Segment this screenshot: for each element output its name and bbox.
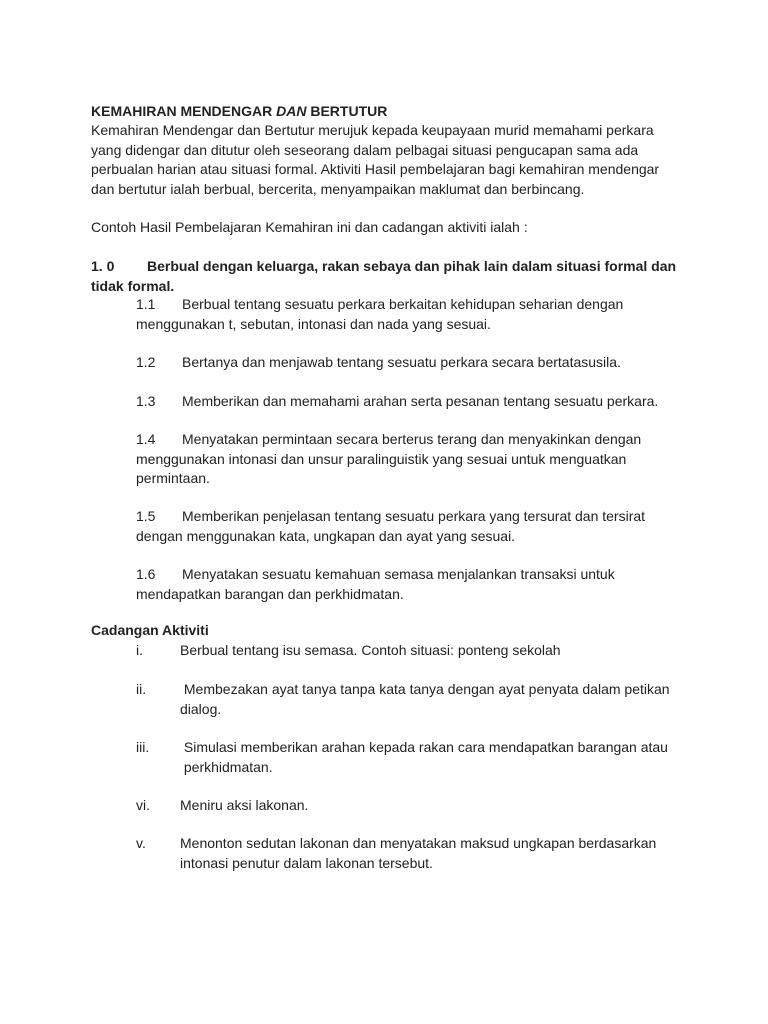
- activity-number: vi.: [136, 797, 150, 813]
- activity-line: Berbual tentang isu semasa. Contoh situasi: ponteng sekolah: [180, 642, 561, 658]
- activity-item-iii: [136, 738, 696, 777]
- intro-line: Kemahiran Mendengar dan Bertutur merujuk kepada keupayaan murid memahami perkara: [91, 122, 654, 138]
- activity-number: i.: [136, 642, 143, 658]
- sub-outcome-1-6: [136, 565, 696, 604]
- activity-line: Menonton sedutan lakonan dan menyatakan maksud ungkapan berdasarkan: [180, 835, 657, 851]
- sub-outcome-line: Bertanya dan menjawab tentang sesuatu perkara secara bertatasusila.: [182, 354, 621, 370]
- activity-line: perkhidmatan.: [180, 758, 273, 775]
- sub-outcome-line: Menyatakan permintaan secara berterus terang dan menyakinkan dengan: [182, 431, 642, 447]
- activities-heading: Cadangan Aktiviti: [91, 622, 209, 638]
- sub-outcome-number: 1.3: [136, 393, 156, 409]
- activity-item-i: [136, 641, 696, 661]
- activity-number: iii.: [136, 739, 150, 755]
- sub-outcome-line: dengan menggunakan kata, ungkapan dan ayat yang sesuai.: [136, 527, 516, 544]
- main-outcome-number: 1. 0: [91, 258, 115, 274]
- sub-outcome-line: menggunakan t, sebutan, intonasi dan nada yang sesuai.: [136, 315, 491, 332]
- main-outcome-line-2: tidak formal.: [91, 277, 175, 294]
- title-part-3: BERTUTUR: [306, 103, 388, 119]
- main-outcome-line-1: Berbual dengan keluarga, rakan sebaya dan pihak lain dalam situasi formal dan: [147, 258, 677, 274]
- sub-outcome-line: mendapatkan barangan dan perkhidmatan.: [136, 585, 404, 602]
- sub-outcome-1-5: [136, 507, 696, 546]
- intro-line: yang didengar dan ditutur oleh seseorang dalam pelbagai situasi pengucapan sama ada: [91, 141, 639, 158]
- sub-outcome-1-3: [136, 392, 696, 412]
- activity-line: Meniru aksi lakonan.: [180, 797, 309, 813]
- sub-outcome-number: 1.6: [136, 566, 156, 582]
- activity-line: Simulasi memberikan arahan kepada rakan cara mendapatkan barangan atau: [180, 739, 668, 755]
- sub-outcome-line: Berbual tentang sesuatu perkara berkaitan kehidupan seharian dengan: [182, 296, 624, 312]
- contoh-statement: Contoh Hasil Pembelajaran Kemahiran ini dan cadangan aktiviti ialah :: [91, 219, 528, 235]
- main-outcome: [91, 257, 691, 296]
- sub-outcome-number: 1.5: [136, 508, 156, 524]
- title-part-2: DAN: [276, 103, 307, 119]
- intro-line: dan bertutur ialah berbual, bercerita, menyampaikan maklumat dan berbincang.: [91, 180, 585, 197]
- sub-outcome-line: Menyatakan sesuatu kemahuan semasa menjalankan transaksi untuk: [182, 566, 615, 582]
- sub-outcome-line: Memberikan dan memahami arahan serta pesanan tentang sesuatu perkara.: [182, 393, 659, 409]
- activity-line: dialog.: [180, 700, 222, 717]
- sub-outcome-1-1: [136, 295, 696, 334]
- activity-item-v: [136, 834, 696, 873]
- sub-outcome-number: 1.4: [136, 431, 156, 447]
- sub-outcome-line: permintaan.: [136, 470, 210, 486]
- sub-outcome-number: 1.2: [136, 354, 156, 370]
- activity-number: ii.: [136, 681, 147, 697]
- sub-outcome-1-2: [136, 353, 696, 373]
- sub-outcome-line: menggunakan intonasi dan unsur paralinguistik yang sesuai untuk menguatkan: [136, 450, 627, 467]
- sub-outcome-number: 1.1: [136, 296, 156, 312]
- activity-line: intonasi penutur dalam lakonan tersebut.: [180, 854, 433, 871]
- intro-paragraph: [91, 121, 671, 199]
- activity-item-ii: [136, 680, 696, 719]
- intro-line: perbualan harian atau situasi formal. Aktiviti Hasil pembelajaran bagi kemahiran mendengar: [91, 161, 660, 177]
- activity-item-vi: [136, 796, 696, 816]
- page-title: [91, 102, 387, 122]
- activity-number: v.: [136, 835, 146, 851]
- sub-outcome-1-4: [136, 430, 696, 489]
- sub-outcome-line: Memberikan penjelasan tentang sesuatu perkara yang tersurat dan tersirat: [182, 508, 646, 524]
- activity-line: Membezakan ayat tanya tanpa kata tanya dengan ayat penyata dalam petikan: [180, 681, 670, 697]
- title-part-1: KEMAHIRAN MENDENGAR: [91, 103, 277, 119]
